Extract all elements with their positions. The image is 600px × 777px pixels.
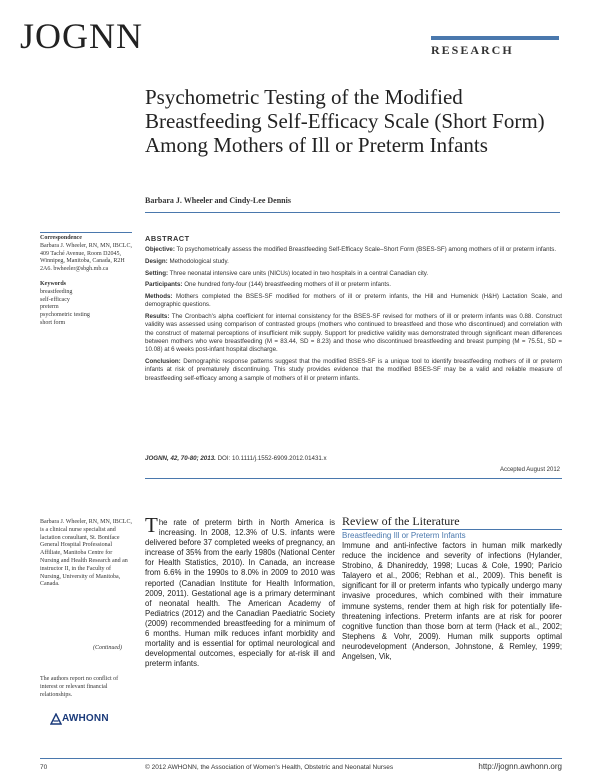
continued-note: (Continued)	[93, 645, 122, 651]
correspondence-heading: Correspondence	[40, 235, 82, 241]
accepted-date: Accepted August 2012	[499, 467, 560, 473]
abstract-divider	[145, 478, 562, 479]
journal-url-link[interactable]: http://jognn.awhonn.org	[478, 762, 562, 771]
keyword-item: preterm	[40, 304, 59, 311]
citation	[145, 455, 545, 462]
abstract-setting: Setting: Three neonatal intensive care units (NICUs) located in two hospitals in a central Canadian city.	[145, 269, 429, 277]
abstract-objective: Objective: To psychometrically assess the modified Breastfeeding Self-Efficacy Scale–Short Form (BSES-SF) among mothers of ill or preterm infants.	[145, 246, 557, 254]
keywords-heading: Keywords	[40, 280, 66, 287]
drop-cap: T	[145, 513, 158, 537]
article-title: Psychometric Testing of the Modified Breastfeeding Self-Efficacy Scale (Short Form) Among Mothers of Ill or Preterm Infants	[145, 85, 545, 157]
keyword-item: short form	[40, 319, 66, 326]
author-info: Barbara J. Wheeler, RN, MN, IBCLC, is a clinical nurse specialist and lactation consultant, St. Boniface General Hospital Professional Affiliate, Manitoba Centre for Nursing and Health Research and an instructor II, in the Faculty of Nursing, University of Manitoba, Canada.	[40, 519, 132, 588]
footer-divider	[40, 758, 562, 759]
review-subheading: Breastfeeding Ill or Preterm Infants	[342, 531, 466, 540]
abstract	[145, 235, 562, 386]
citation-doi[interactable]: DOI: 10.1111/j.1552-6909.2012.01431.x	[217, 455, 327, 462]
journal-logo: JOGNN	[20, 16, 144, 56]
sidebar	[40, 235, 132, 328]
body-column-left	[145, 513, 335, 669]
keyword-item: psychometric testing	[40, 312, 90, 319]
intro-paragraph: he rate of preterm birth in North America is increasing. In 2008, 12.3% of U.S. infants were delivered before 37 completed weeks of pregnancy, an increase of 35% from the early 1980s (National Center for Health Statistics, 2010). In Canada, an increase from 6.6% in the 1990s to 8.0% in 2009 to 2010 was reported (Canadian Institute for Health Information, 2009, 2011). Gestational age is a primary determinant of neonatal health. The American Academy of Pediatrics (2012) and the Canadian Paediatric Society (2009) recommended breastfeeding for a minimum of 6 months. Human milk reduces infant morbidity and mortality and is essential for optimal neurological and developmental outcomes, especially for at-risk ill and preterm infants.	[145, 518, 335, 669]
review-heading: Review of the Literature	[342, 514, 460, 528]
review-divider	[342, 529, 562, 530]
abstract-participants: Participants: One hundred forty-four (144) breastfeeding mothers of ill or preterm infants.	[145, 281, 391, 289]
abstract-heading: ABSTRACT	[145, 234, 190, 243]
abstract-methods: Methods: Mothers completed the BSES-SF modified for mothers of ill or preterm infants, the Hill and Humenick (H&H) Lactation Scale, and demographic questions.	[145, 292, 562, 309]
page-number: 70	[40, 764, 48, 771]
copyright-notice: © 2012 AWHONN, the Association of Women's Health, Obstetric and Neonatal Nurses	[145, 764, 394, 771]
body-column-right: Immune and anti-infective factors in human milk markedly reduce the incidence and severity of infections (Hylander, Strobino, & Dhanireddy, 1998; Lucas & Cole, 1990; Paricio Talayero et al., 2006; Rebhan et al., 2009). This benefit is significant for ill or preterm infants who typically undergo many invasive procedures, which combined with their immature immune systems, render them at high risk for potentially life-threatening infections. Preterm infants are at risk for poorer cognitive function than those born at term (Hack et al., 2002; Stephens & Vohr, 2009). Human milk supports optimal neurodevelopment (Anderson, Johnstone, & Remley, 1999; Angelsen, Vik,	[342, 541, 562, 662]
abstract-results: Results: The Cronbach's alpha coefficient for internal consistency for the BSES-SF revised for mothers of ill or preterm infants was 0.88. Construct validity was assessed using comparison of contrasted groups (mothers who continued to breastfeed and those who discontinued) and correlation with the construct of maternal perceptions of insufficient milk supply. Support for predictive validity was demonstrated through significant mean differences between mothers who were breastfeeding (M = 83.44, SD = 8.23) and those who discontinued breastfeeding and breast pumping (M = 75.51, SD = 10.08) at 6 weeks post-infant hospital discharge.	[145, 312, 562, 354]
title-divider	[145, 212, 560, 213]
correspondence-text: Barbara J. Wheeler, RN, MN, IBCLC, 409 Taché Avenue, Room D2045, Winnipeg, Manitoba, Canada, R2H 2A6. bwheeler@sbgh.mb.ca	[40, 242, 132, 273]
abstract-conclusion: Conclusion: Demographic response patterns suggest that the modified BSES-SF is a unique tool to identify breastfeeding mothers of ill or preterm infants at risk of prematurely discontinuing. This study provides evidence that the modified BSES-SF may be a valid and reliable measure of breastfeeding self-efficacy among a sample of mothers of ill or preterm infants.	[145, 358, 562, 382]
awhonn-logo	[50, 713, 125, 725]
section-label: RESEARCH	[431, 43, 514, 57]
awhonn-logo-text: AWHONN	[62, 713, 109, 724]
keyword-item: self-efficacy	[40, 296, 70, 303]
section-rule	[431, 36, 559, 40]
sidebar-divider	[40, 232, 132, 233]
disclosure: The authors report no conflict of interest or relevant financial relationships.	[40, 676, 119, 698]
citation-journal: JOGNN, 42, 70-80; 2013.	[145, 455, 216, 462]
abstract-design: Design: Methodological study.	[145, 258, 229, 265]
article-authors: Barbara J. Wheeler and Cindy-Lee Dennis	[145, 196, 291, 205]
awhonn-logo-mark-icon	[50, 713, 62, 725]
keyword-item: breastfeeding	[40, 288, 73, 295]
